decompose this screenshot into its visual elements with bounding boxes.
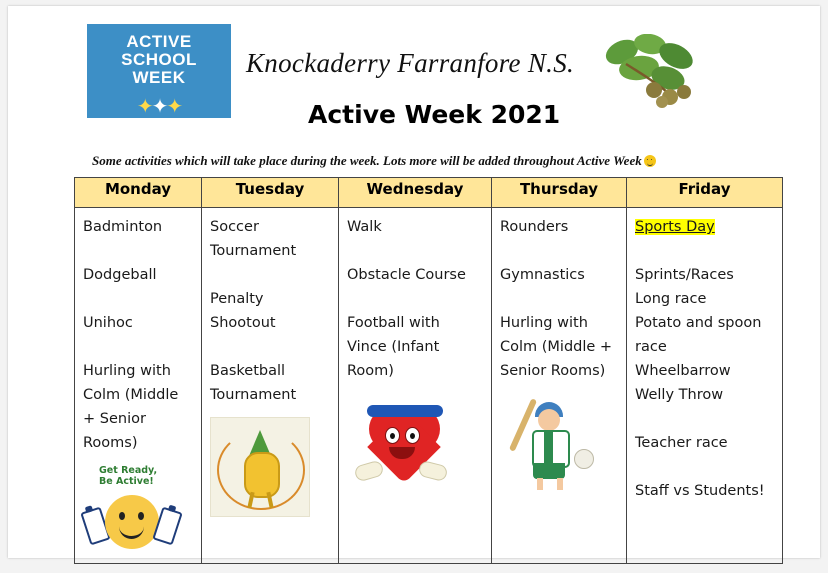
- tuesday-clipart: [210, 417, 310, 517]
- smiley-face-icon: [105, 495, 159, 549]
- friday-activity-5: Welly Throw: [635, 387, 724, 403]
- cell-friday: [627, 208, 783, 564]
- logo-line-3: WEEK: [132, 68, 186, 88]
- table-row: [75, 208, 783, 564]
- headband-icon: [367, 405, 443, 417]
- pineapple-icon: [244, 452, 280, 498]
- column-header-thursday: Thursday: [492, 178, 627, 208]
- column-header-tuesday: Tuesday: [202, 178, 339, 208]
- friday-activity-2: Long race: [635, 291, 707, 307]
- ball-icon: [574, 449, 594, 469]
- friday-activity-7: Staff vs Students!: [635, 483, 765, 499]
- cell-monday: [75, 208, 202, 564]
- cell-thursday: [492, 208, 627, 564]
- monday-activity-4: Hurling with Colm (Middle + Senior Rooms): [83, 363, 179, 451]
- thursday-activity-2: Gymnastics: [500, 267, 585, 283]
- friday-highlight: [635, 215, 774, 239]
- sports-day-highlight: Sports Day: [635, 219, 715, 235]
- monday-clipart-caption-1: Get Ready,: [99, 465, 158, 476]
- activity-schedule-table: [74, 177, 783, 564]
- logo-line-1: ACTIVE: [126, 32, 192, 51]
- school-name: Knockaderry Farranfore N.S.: [246, 48, 575, 78]
- shoe-icon: [417, 460, 448, 482]
- subtitle-text: Some activities which will take place during the week. Lots more will be added throughout Active Week: [92, 153, 642, 168]
- monday-activity-2: Dodgeball: [83, 267, 157, 283]
- shoe-icon: [353, 459, 384, 482]
- smiley-icon: [644, 155, 656, 167]
- monday-clipart-caption-2: Be Active!: [99, 476, 154, 487]
- monday-activity-1: Badminton: [83, 219, 163, 235]
- friday-activity-4: Wheelbarrow: [635, 363, 731, 379]
- monday-clipart: [83, 465, 193, 557]
- wednesday-activity-3: Football with Vince (Infant Room): [347, 315, 440, 379]
- cell-tuesday: [202, 208, 339, 564]
- logo-line-2: SCHOOL: [121, 50, 197, 70]
- thursday-activity-3: Hurling with Colm (Middle + Senior Rooms): [500, 315, 613, 379]
- cell-wednesday: [339, 208, 492, 564]
- leaf-decoration-icon: [592, 34, 712, 110]
- friday-activity-1: Sprints/Races: [635, 267, 734, 283]
- friday-activity-3: Potato and spoon race: [635, 315, 762, 355]
- active-school-week-logo: [87, 24, 231, 118]
- wednesday-activity-2: Obstacle Course: [347, 267, 466, 283]
- tuesday-activity-3: Basketball Tournament: [210, 363, 297, 403]
- column-header-monday: Monday: [75, 178, 202, 208]
- monday-activity-3: Unihoc: [83, 315, 133, 331]
- friday-activity-6: Teacher race: [635, 435, 728, 451]
- wednesday-clipart: [347, 393, 471, 489]
- logo-star-icon: ✦✦✦: [136, 95, 182, 118]
- wednesday-activity-1: Walk: [347, 219, 382, 235]
- document-page: [8, 6, 820, 558]
- tuesday-activity-2: Penalty Shootout: [210, 291, 276, 331]
- column-header-friday: Friday: [627, 178, 783, 208]
- column-header-wednesday: Wednesday: [339, 178, 492, 208]
- page-title: Active Week 2021: [308, 100, 561, 129]
- table-header-row: [75, 178, 783, 208]
- subtitle-note: [92, 153, 656, 169]
- tuesday-activity-1: Soccer Tournament: [210, 219, 297, 259]
- document-header: [8, 6, 820, 131]
- thursday-clipart: [500, 393, 604, 491]
- thursday-activity-1: Rounders: [500, 219, 569, 235]
